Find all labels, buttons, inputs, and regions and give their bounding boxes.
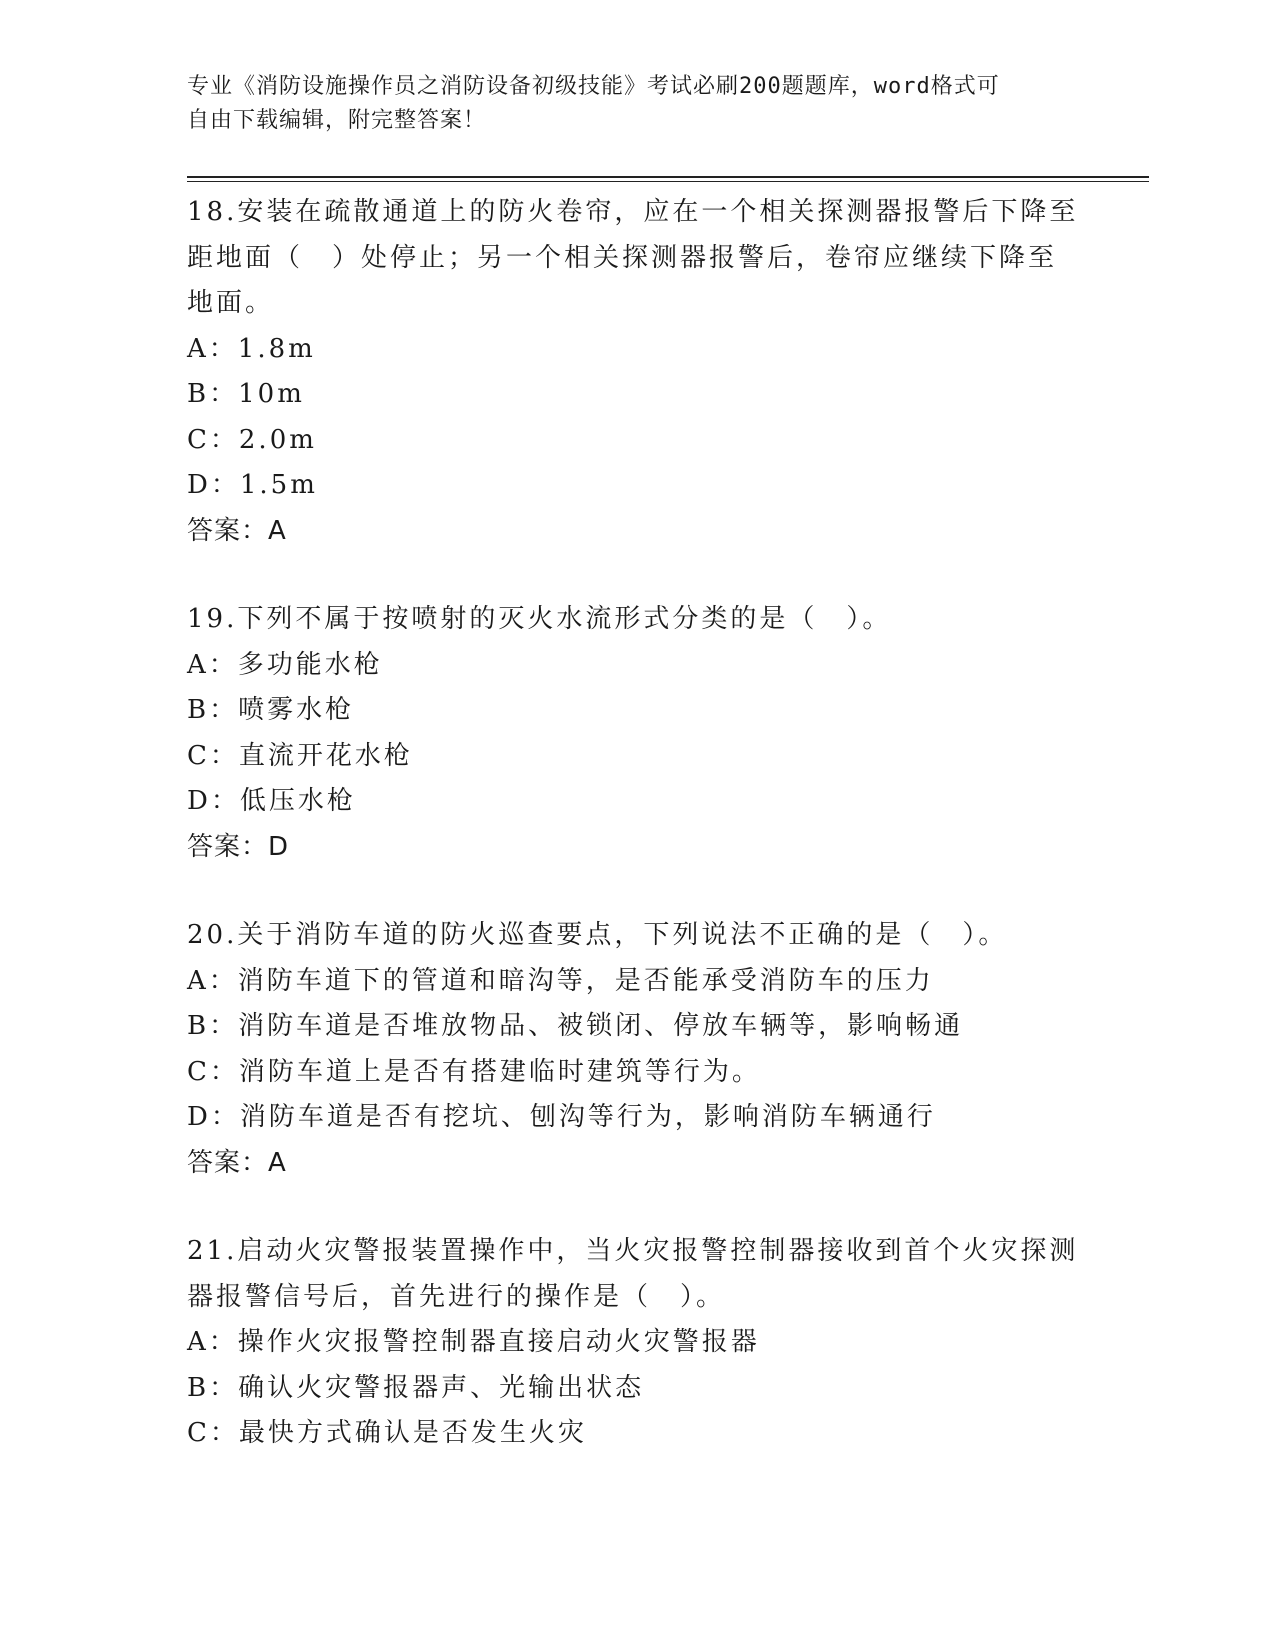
- option-c: C：最快方式确认是否发生火灾: [187, 1418, 587, 1448]
- option-a: A：1.8m: [187, 333, 316, 364]
- header-line-1: 专业《消防设施操作员之消防设备初级技能》考试必刷200题题库，word格式可: [187, 74, 1000, 99]
- option-a: A：多功能水枪: [187, 649, 383, 680]
- question-text: 19.下列不属于按喷射的灭火水流形式分类的是（ ）。: [187, 604, 892, 634]
- option-d: D：1.5m: [187, 470, 318, 500]
- question-21: [187, 1229, 1087, 1457]
- question-text: 地面。: [187, 288, 275, 318]
- option-b: B：消防车道是否堆放物品、被锁闭、停放车辆等，影响畅通: [187, 1011, 964, 1041]
- question-18: [187, 190, 1087, 554]
- question-text: 器报警信号后，首先进行的操作是（ ）。: [187, 1281, 726, 1312]
- answer-line: 答案：A: [187, 1147, 287, 1178]
- header-line-2: 自由下载编辑，附完整答案！: [187, 108, 487, 133]
- question-text: 18.安装在疏散通道上的防火卷帘，应在一个相关探测器报警后下降至: [187, 197, 1079, 227]
- option-a: A：消防车道下的管道和暗沟等，是否能承受消防车的压力: [187, 965, 934, 996]
- question-20: [187, 913, 1087, 1186]
- question-19: [187, 597, 1087, 870]
- header-divider-thin: [187, 181, 1149, 182]
- option-a: A：操作火灾报警控制器直接启动火灾警报器: [187, 1327, 760, 1357]
- question-text: 20.关于消防车道的防火巡查要点，下列说法不正确的是（ ）。: [187, 920, 1008, 950]
- option-b: B：10m: [187, 379, 305, 409]
- question-text: 21.启动火灾警报装置操作中，当火灾报警控制器接收到首个火灾探测: [187, 1236, 1079, 1266]
- header-divider-thick: [187, 176, 1149, 178]
- option-c: C：直流开花水枪: [187, 740, 413, 771]
- answer-line: 答案：D: [187, 831, 290, 862]
- answer-line: 答案：A: [187, 515, 287, 546]
- option-b: B：确认火灾警报器声、光输出状态: [187, 1372, 645, 1403]
- question-text: 距地面（ ）处停止；另一个相关探测器报警后，卷帘应继续下降至: [187, 242, 1058, 273]
- option-d: D：消防车道是否有挖坑、刨沟等行为，影响消防车辆通行: [187, 1102, 936, 1132]
- option-d: D：低压水枪: [187, 786, 356, 816]
- option-c: C：消防车道上是否有搭建临时建筑等行为。: [187, 1056, 761, 1087]
- document-header: [187, 70, 1067, 138]
- option-b: B：喷雾水枪: [187, 695, 355, 725]
- option-c: C：2.0m: [187, 424, 317, 455]
- question-list: [187, 190, 1087, 1500]
